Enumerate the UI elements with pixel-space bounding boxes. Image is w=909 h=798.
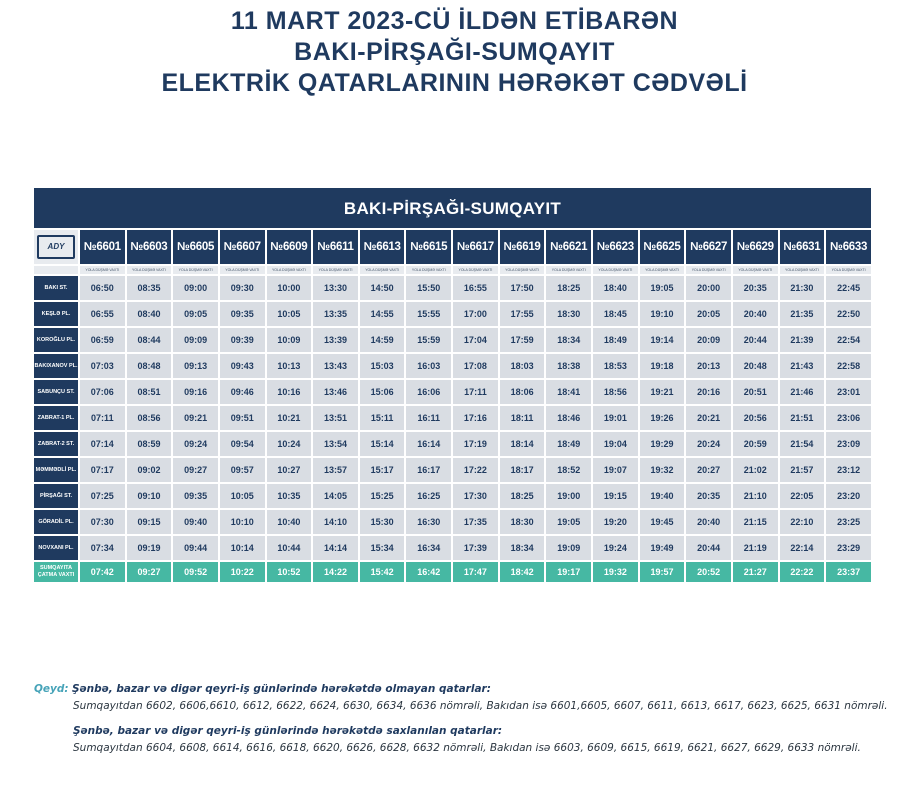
time-cell: 19:29 — [640, 432, 685, 456]
time-cell: 21:51 — [780, 406, 825, 430]
time-cell: 17:30 — [453, 484, 498, 508]
time-cell: 15:25 — [360, 484, 405, 508]
time-cell: 07:25 — [80, 484, 125, 508]
time-cell: 19:17 — [546, 562, 591, 582]
time-cell: 20:09 — [686, 328, 731, 352]
time-cell: 09:13 — [173, 354, 218, 378]
train-number-header: №6609 — [267, 230, 312, 264]
time-cell: 23:37 — [826, 562, 871, 582]
time-cell: 23:25 — [826, 510, 871, 534]
time-cell: 20:27 — [686, 458, 731, 482]
departure-time-label: YOLA DÜŞMƏ VAXTI — [686, 266, 731, 274]
time-cell: 15:50 — [406, 276, 451, 300]
time-cell: 16:06 — [406, 380, 451, 404]
time-cell: 19:09 — [546, 536, 591, 560]
train-number-header: №6619 — [500, 230, 545, 264]
time-cell: 14:14 — [313, 536, 358, 560]
station-name: KOROĞLU PL. — [34, 328, 78, 352]
train-number-header: №6607 — [220, 230, 265, 264]
time-cell: 22:45 — [826, 276, 871, 300]
time-cell: 18:52 — [546, 458, 591, 482]
time-cell: 19:40 — [640, 484, 685, 508]
title-line-3: ELEKTRİK QATARLARININ HƏRƏKƏT CƏDVƏLİ — [161, 69, 748, 97]
time-cell: 18:11 — [500, 406, 545, 430]
time-cell: 09:35 — [220, 302, 265, 326]
departure-time-label: YOLA DÜŞMƏ VAXTI — [640, 266, 685, 274]
departure-time-label: YOLA DÜŞMƏ VAXTI — [80, 266, 125, 274]
page-title — [0, 6, 909, 99]
time-cell: 10:24 — [267, 432, 312, 456]
time-cell: 08:44 — [127, 328, 172, 352]
time-cell: 09:15 — [127, 510, 172, 534]
time-cell: 15:11 — [360, 406, 405, 430]
time-cell: 10:10 — [220, 510, 265, 534]
station-name: ZABRAT-1 PL. — [34, 406, 78, 430]
time-cell: 23:06 — [826, 406, 871, 430]
note-body-2: Sumqayıtdan 6604, 6608, 6614, 6616, 6618, 6620, 6626, 6628, 6632 nömrəli, Bakıdan isə 6603, 6609, 6615, 6619, 6621, 6627, 6629, 6633 nömrəli. — [73, 742, 861, 754]
time-cell: 09:57 — [220, 458, 265, 482]
time-cell: 18:53 — [593, 354, 638, 378]
time-cell: 20:40 — [686, 510, 731, 534]
departure-time-label: YOLA DÜŞMƏ VAXTI — [826, 266, 871, 274]
note-label: Qeyd: — [34, 683, 69, 695]
departure-time-label: YOLA DÜŞMƏ VAXTI — [780, 266, 825, 274]
time-cell: 10:09 — [267, 328, 312, 352]
time-cell: 18:38 — [546, 354, 591, 378]
time-cell: 19:14 — [640, 328, 685, 352]
time-cell: 18:06 — [500, 380, 545, 404]
time-cell: 16:34 — [406, 536, 451, 560]
schedule-table-container — [34, 188, 871, 584]
time-cell: 21:10 — [733, 484, 778, 508]
time-cell: 19:00 — [546, 484, 591, 508]
time-cell: 19:05 — [640, 276, 685, 300]
time-cell: 20:59 — [733, 432, 778, 456]
time-cell: 13:46 — [313, 380, 358, 404]
time-cell: 17:39 — [453, 536, 498, 560]
time-cell: 13:35 — [313, 302, 358, 326]
time-cell: 18:14 — [500, 432, 545, 456]
time-cell: 17:08 — [453, 354, 498, 378]
time-cell: 18:34 — [500, 536, 545, 560]
time-cell: 18:46 — [546, 406, 591, 430]
time-cell: 13:54 — [313, 432, 358, 456]
time-cell: 22:54 — [826, 328, 871, 352]
time-cell: 21:15 — [733, 510, 778, 534]
time-cell: 15:59 — [406, 328, 451, 352]
time-cell: 09:39 — [220, 328, 265, 352]
train-number-header: №6617 — [453, 230, 498, 264]
time-cell: 07:06 — [80, 380, 125, 404]
time-cell: 15:30 — [360, 510, 405, 534]
station-row — [34, 536, 871, 560]
train-number-header: №6613 — [360, 230, 405, 264]
time-cell: 20:40 — [733, 302, 778, 326]
time-cell: 19:32 — [593, 562, 638, 582]
train-number-header: №6605 — [173, 230, 218, 264]
departure-time-label: YOLA DÜŞMƏ VAXTI — [313, 266, 358, 274]
time-cell: 13:57 — [313, 458, 358, 482]
departure-time-label: YOLA DÜŞMƏ VAXTI — [546, 266, 591, 274]
time-cell: 07:42 — [80, 562, 125, 582]
time-cell: 14:22 — [313, 562, 358, 582]
time-cell: 21:43 — [780, 354, 825, 378]
time-cell: 13:30 — [313, 276, 358, 300]
time-cell: 19:24 — [593, 536, 638, 560]
time-cell: 19:21 — [640, 380, 685, 404]
time-cell: 18:25 — [500, 484, 545, 508]
time-cell: 16:25 — [406, 484, 451, 508]
time-cell: 15:42 — [360, 562, 405, 582]
time-cell: 08:48 — [127, 354, 172, 378]
departure-time-label: YOLA DÜŞMƏ VAXTI — [406, 266, 451, 274]
station-row — [34, 406, 871, 430]
time-cell: 17:22 — [453, 458, 498, 482]
time-cell: 21:54 — [780, 432, 825, 456]
time-cell: 21:46 — [780, 380, 825, 404]
time-cell: 14:59 — [360, 328, 405, 352]
train-number-header: №6621 — [546, 230, 591, 264]
time-cell: 10:44 — [267, 536, 312, 560]
time-cell: 07:34 — [80, 536, 125, 560]
time-cell: 09:40 — [173, 510, 218, 534]
time-cell: 09:27 — [173, 458, 218, 482]
time-cell: 09:09 — [173, 328, 218, 352]
time-cell: 19:18 — [640, 354, 685, 378]
time-cell: 19:05 — [546, 510, 591, 534]
time-cell: 21:02 — [733, 458, 778, 482]
time-cell: 07:14 — [80, 432, 125, 456]
time-cell: 22:58 — [826, 354, 871, 378]
station-row — [34, 354, 871, 378]
time-cell: 22:22 — [780, 562, 825, 582]
time-cell: 15:03 — [360, 354, 405, 378]
time-cell: 18:34 — [546, 328, 591, 352]
time-cell: 20:35 — [733, 276, 778, 300]
station-name: NOVXANI PL. — [34, 536, 78, 560]
time-cell: 10:05 — [267, 302, 312, 326]
time-cell: 06:59 — [80, 328, 125, 352]
departure-time-label: YOLA DÜŞMƏ VAXTI — [360, 266, 405, 274]
time-cell: 16:11 — [406, 406, 451, 430]
time-cell: 16:42 — [406, 562, 451, 582]
time-cell: 10:27 — [267, 458, 312, 482]
time-cell: 17:55 — [500, 302, 545, 326]
time-cell: 10:00 — [267, 276, 312, 300]
time-cell: 18:45 — [593, 302, 638, 326]
title-line-1: 11 MART 2023-CÜ İLDƏN ETİBARƏN — [230, 7, 679, 35]
time-cell: 09:05 — [173, 302, 218, 326]
time-cell: 08:40 — [127, 302, 172, 326]
time-cell: 10:35 — [267, 484, 312, 508]
time-cell: 20:48 — [733, 354, 778, 378]
departure-time-label: YOLA DÜŞMƏ VAXTI — [593, 266, 638, 274]
time-cell: 06:50 — [80, 276, 125, 300]
time-cell: 13:43 — [313, 354, 358, 378]
time-cell: 23:20 — [826, 484, 871, 508]
time-cell: 10:21 — [267, 406, 312, 430]
time-cell: 10:16 — [267, 380, 312, 404]
time-cell: 17:11 — [453, 380, 498, 404]
time-cell: 20:56 — [733, 406, 778, 430]
time-cell: 20:51 — [733, 380, 778, 404]
train-number-header: №6603 — [127, 230, 172, 264]
station-name: SABUNÇU ST. — [34, 380, 78, 404]
time-cell: 09:54 — [220, 432, 265, 456]
time-cell: 19:01 — [593, 406, 638, 430]
time-cell: 10:40 — [267, 510, 312, 534]
time-cell: 15:34 — [360, 536, 405, 560]
time-cell: 09:10 — [127, 484, 172, 508]
time-cell: 14:05 — [313, 484, 358, 508]
departure-time-label: YOLA DÜŞMƏ VAXTI — [453, 266, 498, 274]
station-row — [34, 484, 871, 508]
time-cell: 23:12 — [826, 458, 871, 482]
time-cell: 18:30 — [546, 302, 591, 326]
time-cell: 21:30 — [780, 276, 825, 300]
time-cell: 10:05 — [220, 484, 265, 508]
time-cell: 20:21 — [686, 406, 731, 430]
time-cell: 18:49 — [593, 328, 638, 352]
time-cell: 09:46 — [220, 380, 265, 404]
train-number-header: №6623 — [593, 230, 638, 264]
title-line-2: BAKI-PİRŞAĞI-SUMQAYIT — [294, 38, 615, 66]
time-cell: 07:30 — [80, 510, 125, 534]
time-cell: 08:56 — [127, 406, 172, 430]
time-cell: 15:14 — [360, 432, 405, 456]
time-cell: 17:04 — [453, 328, 498, 352]
time-cell: 22:14 — [780, 536, 825, 560]
time-cell: 09:27 — [127, 562, 172, 582]
time-cell: 09:51 — [220, 406, 265, 430]
time-cell: 08:51 — [127, 380, 172, 404]
time-cell: 13:51 — [313, 406, 358, 430]
time-cell: 09:30 — [220, 276, 265, 300]
note-body-1: Sumqayıtdan 6602, 6606,6610, 6612, 6622, 6624, 6630, 6634, 6636 nömrəli, Bakıdan isə 6601,6605, 6607, 6611, 6613, 6617, 6623, 6625, 6631 nömrəli. — [73, 700, 888, 712]
time-cell: 21:57 — [780, 458, 825, 482]
train-number-header: №6627 — [686, 230, 731, 264]
schedule-table — [32, 228, 873, 584]
train-number-header: №6631 — [780, 230, 825, 264]
time-cell: 22:50 — [826, 302, 871, 326]
station-row — [34, 458, 871, 482]
note-heading-2: Şənbə, bazar və digər qeyri-iş günlərində hərəkətdə saxlanılan qatarlar: — [73, 725, 503, 737]
time-cell: 10:52 — [267, 562, 312, 582]
time-cell: 08:35 — [127, 276, 172, 300]
time-cell: 19:10 — [640, 302, 685, 326]
time-cell: 08:59 — [127, 432, 172, 456]
time-cell: 19:15 — [593, 484, 638, 508]
time-cell: 17:35 — [453, 510, 498, 534]
station-row — [34, 328, 871, 352]
station-name: GÖRADİL PL. — [34, 510, 78, 534]
time-cell: 17:50 — [500, 276, 545, 300]
time-cell: 23:29 — [826, 536, 871, 560]
station-name: BAKIXANOV PL. — [34, 354, 78, 378]
time-cell: 16:14 — [406, 432, 451, 456]
time-cell: 09:52 — [173, 562, 218, 582]
time-cell: 20:16 — [686, 380, 731, 404]
time-cell: 23:01 — [826, 380, 871, 404]
time-cell: 21:19 — [733, 536, 778, 560]
time-cell: 23:09 — [826, 432, 871, 456]
time-cell: 18:25 — [546, 276, 591, 300]
time-cell: 19:45 — [640, 510, 685, 534]
time-cell: 14:50 — [360, 276, 405, 300]
station-name: MƏMMƏDLİ PL. — [34, 458, 78, 482]
time-cell: 16:55 — [453, 276, 498, 300]
station-name: KEŞLƏ PL. — [34, 302, 78, 326]
time-cell: 20:24 — [686, 432, 731, 456]
station-name: SUMQAYITA ÇATMA VAXTI — [34, 562, 78, 582]
arrival-row — [34, 562, 871, 582]
time-cell: 20:00 — [686, 276, 731, 300]
time-cell: 19:20 — [593, 510, 638, 534]
departure-label-row — [34, 266, 871, 274]
train-number-header: №6611 — [313, 230, 358, 264]
station-row — [34, 510, 871, 534]
time-cell: 10:22 — [220, 562, 265, 582]
time-cell: 20:52 — [686, 562, 731, 582]
time-cell: 20:44 — [733, 328, 778, 352]
departure-time-label: YOLA DÜŞMƏ VAXTI — [220, 266, 265, 274]
time-cell: 15:55 — [406, 302, 451, 326]
time-cell: 16:03 — [406, 354, 451, 378]
time-cell: 18:41 — [546, 380, 591, 404]
time-cell: 21:39 — [780, 328, 825, 352]
time-cell: 07:17 — [80, 458, 125, 482]
station-name: PİRŞAĞI ST. — [34, 484, 78, 508]
time-cell: 09:16 — [173, 380, 218, 404]
time-cell: 19:57 — [640, 562, 685, 582]
time-cell: 22:10 — [780, 510, 825, 534]
time-cell: 17:47 — [453, 562, 498, 582]
time-cell: 20:05 — [686, 302, 731, 326]
time-cell: 15:06 — [360, 380, 405, 404]
time-cell: 14:10 — [313, 510, 358, 534]
train-number-header: №6615 — [406, 230, 451, 264]
time-cell: 13:39 — [313, 328, 358, 352]
time-cell: 07:11 — [80, 406, 125, 430]
time-cell: 19:32 — [640, 458, 685, 482]
time-cell: 18:17 — [500, 458, 545, 482]
time-cell: 19:26 — [640, 406, 685, 430]
time-cell: 18:42 — [500, 562, 545, 582]
station-name: BAKI ST. — [34, 276, 78, 300]
time-cell: 18:56 — [593, 380, 638, 404]
time-cell: 09:44 — [173, 536, 218, 560]
station-row — [34, 380, 871, 404]
train-number-header: №6633 — [826, 230, 871, 264]
sub-label-blank — [34, 266, 78, 274]
station-name: ZABRAT-2 ST. — [34, 432, 78, 456]
time-cell: 18:49 — [546, 432, 591, 456]
time-cell: 16:17 — [406, 458, 451, 482]
table-banner: BAKI-PİRŞAĞI-SUMQAYIT — [34, 188, 871, 228]
station-row — [34, 432, 871, 456]
time-cell: 09:21 — [173, 406, 218, 430]
time-cell: 09:43 — [220, 354, 265, 378]
time-cell: 10:14 — [220, 536, 265, 560]
time-cell: 17:16 — [453, 406, 498, 430]
departure-time-label: YOLA DÜŞMƏ VAXTI — [500, 266, 545, 274]
time-cell: 20:35 — [686, 484, 731, 508]
ady-logo-icon: ADY — [37, 235, 75, 259]
time-cell: 07:03 — [80, 354, 125, 378]
time-cell: 22:05 — [780, 484, 825, 508]
time-cell: 09:24 — [173, 432, 218, 456]
time-cell: 19:07 — [593, 458, 638, 482]
time-cell: 19:49 — [640, 536, 685, 560]
time-cell: 06:55 — [80, 302, 125, 326]
train-number-header: №6601 — [80, 230, 125, 264]
train-number-row — [34, 230, 871, 264]
time-cell: 19:04 — [593, 432, 638, 456]
time-cell: 10:13 — [267, 354, 312, 378]
time-cell: 15:17 — [360, 458, 405, 482]
time-cell: 21:35 — [780, 302, 825, 326]
ady-logo — [34, 230, 78, 264]
station-row — [34, 276, 871, 300]
departure-time-label: YOLA DÜŞMƏ VAXTI — [733, 266, 778, 274]
note-heading-1: Şənbə, bazar və digər qeyri-iş günlərində hərəkətdə olmayan qatarlar: — [71, 683, 491, 695]
time-cell: 09:02 — [127, 458, 172, 482]
time-cell: 14:55 — [360, 302, 405, 326]
time-cell: 16:30 — [406, 510, 451, 534]
station-row — [34, 302, 871, 326]
time-cell: 18:40 — [593, 276, 638, 300]
time-cell: 09:35 — [173, 484, 218, 508]
time-cell: 17:00 — [453, 302, 498, 326]
train-number-header: №6629 — [733, 230, 778, 264]
time-cell: 18:03 — [500, 354, 545, 378]
time-cell: 09:00 — [173, 276, 218, 300]
time-cell: 21:27 — [733, 562, 778, 582]
time-cell: 20:44 — [686, 536, 731, 560]
departure-time-label: YOLA DÜŞMƏ VAXTI — [127, 266, 172, 274]
time-cell: 09:19 — [127, 536, 172, 560]
time-cell: 18:30 — [500, 510, 545, 534]
time-cell: 20:13 — [686, 354, 731, 378]
time-cell: 17:19 — [453, 432, 498, 456]
departure-time-label: YOLA DÜŞMƏ VAXTI — [173, 266, 218, 274]
notes-section — [34, 683, 894, 755]
departure-time-label: YOLA DÜŞMƏ VAXTI — [267, 266, 312, 274]
time-cell: 17:59 — [500, 328, 545, 352]
train-number-header: №6625 — [640, 230, 685, 264]
